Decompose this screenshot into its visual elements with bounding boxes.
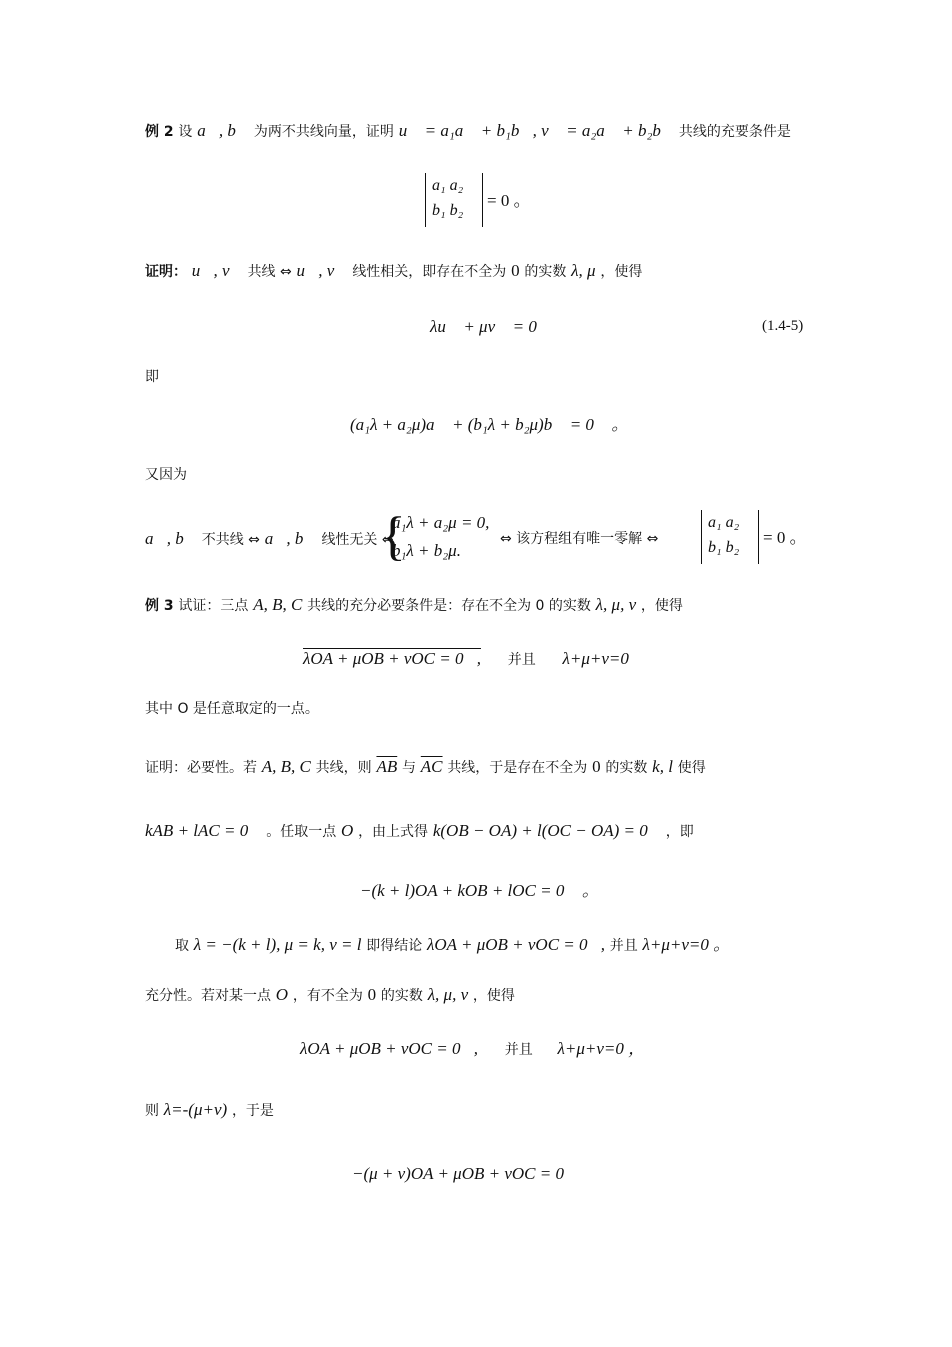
- text: 并且: [504, 1042, 533, 1058]
- text: ，使得: [640, 598, 683, 614]
- math: a⃗, b⃗: [197, 121, 250, 140]
- det-tail: = 0 。: [763, 528, 807, 547]
- det-row: b₁ b₂: [432, 202, 464, 219]
- text: 共线的充要条件是: [678, 124, 791, 140]
- math: O: [275, 985, 289, 1004]
- text: 的实数: [380, 988, 423, 1004]
- determinant-2: [701, 510, 759, 564]
- example2-label: 例 2: [145, 124, 174, 140]
- proof-label: 证明：: [145, 264, 187, 280]
- sufficiency-line: [145, 984, 515, 1007]
- text: 线性无关 ⇔: [321, 532, 394, 548]
- equation-3: −(k + l)OA + kOB + lOC = 0⃗ 。: [360, 881, 599, 900]
- math: kAB + lAC = 0⃗: [145, 821, 262, 840]
- math: k, l: [652, 757, 673, 776]
- equation-2: (a₁λ + a₂μ)a⃗ + (b₁λ + b₂μ)b⃗ = 0⃗ 。: [350, 415, 629, 434]
- system-row-1: a₁λ + a₂μ = 0,: [392, 513, 490, 532]
- proof2-chain: [145, 528, 394, 551]
- math: λ, μ, ν: [427, 985, 469, 1004]
- text: 并且: [609, 938, 638, 954]
- math: λ, μ: [571, 261, 596, 280]
- text: 并且: [507, 652, 536, 668]
- text: 即得结论: [366, 938, 423, 954]
- math: λOA + μOB + νOC = 0⃗,: [300, 1039, 478, 1058]
- system-row-2: b₁λ + b₂μ.: [392, 541, 461, 560]
- math: u⃗ = a₁a⃗ + b₁b⃗, v⃗ = a₂a⃗ + b₂b⃗: [398, 121, 675, 140]
- math: u⃗, v⃗: [191, 261, 243, 280]
- proof3-line1: [145, 756, 706, 779]
- det-row: b₁ b₂: [708, 539, 740, 556]
- equation-tag: (1.4-5): [762, 318, 804, 334]
- text: ，使得: [472, 988, 515, 1004]
- math: λ, μ, ν: [595, 595, 637, 614]
- math: u⃗, v⃗: [296, 261, 348, 280]
- math: 0: [511, 261, 520, 280]
- math: a⃗, b⃗: [145, 529, 197, 548]
- det-tail: = 0 。: [487, 191, 531, 210]
- text: 线性相关，即存在不全为: [352, 264, 507, 280]
- math: k(OB − OA) + l(OC − OA) = 0⃗: [432, 821, 661, 840]
- system-brace: {: [380, 506, 406, 566]
- math: 0: [367, 985, 377, 1004]
- text: 设: [178, 124, 193, 140]
- example3-label: 例 3: [145, 598, 174, 614]
- example3-note: 其中 O 是任意取定的一点。: [145, 701, 319, 717]
- final-equation: −(μ + ν)OA + μOB + νOC = 0⃗ ，: [352, 1164, 595, 1183]
- math: O: [341, 821, 354, 840]
- text: ，有不全为: [292, 988, 363, 1004]
- sufficiency-equation: [300, 1038, 645, 1061]
- math: λ = −(k + l), μ = k, ν = l: [193, 935, 362, 954]
- text: 共线，则: [315, 760, 372, 776]
- proof2-line1: [145, 260, 642, 283]
- det-row: a₁ a₂: [432, 177, 464, 194]
- text-ji: 即: [145, 369, 159, 385]
- math: $\overline{AB}$: [376, 757, 398, 776]
- text: 的实数: [605, 760, 648, 776]
- math: λ+μ+ν=0: [562, 649, 629, 668]
- text-youyin: 又因为: [145, 467, 187, 483]
- math: λ=-(μ+ν): [163, 1100, 228, 1119]
- text: 与: [402, 760, 417, 776]
- math: λ+μ+ν=0 ，: [557, 1039, 646, 1058]
- math: $\overline{AC}$: [420, 757, 443, 776]
- math: A, B, C: [261, 757, 311, 776]
- det-row: a₁ a₂: [708, 514, 740, 531]
- text: ，使得: [600, 264, 643, 280]
- example3-statement: [145, 594, 683, 617]
- math: λ+μ+ν=0 。: [642, 935, 731, 954]
- proof3-line2: [145, 820, 694, 843]
- text: 共线 ⇔: [247, 264, 292, 280]
- text: 共线，于是存在不全为: [447, 760, 588, 776]
- text: 试证：三点: [178, 598, 249, 614]
- equation-1-4-5: λu⃗ + μv⃗ = 0⃗ ，: [430, 317, 568, 336]
- text: 使得: [677, 760, 706, 776]
- text-unique-zero: ⇔ 该方程组有唯一零解 ⇔: [500, 531, 659, 547]
- math: a⃗, b⃗: [264, 529, 317, 548]
- math: λOA + μOB + νOC = 0⃗,: [303, 649, 481, 668]
- math: λOA + μOB + νOC = 0⃗,: [427, 935, 605, 954]
- text: 充分性。若对某一点: [145, 988, 271, 1004]
- text: ，于是: [231, 1103, 274, 1119]
- text: ，即: [665, 824, 694, 840]
- text: 共线的充分必要条件是：存在不全为 0 的实数: [307, 598, 591, 614]
- math: A, B, C: [253, 595, 303, 614]
- text: ，由上式得: [358, 824, 429, 840]
- math: 0: [592, 757, 601, 776]
- example3-equation: [303, 648, 629, 671]
- text: 取: [175, 938, 189, 954]
- then-line: [145, 1099, 274, 1122]
- text: 的实数: [524, 264, 567, 280]
- example2-statement: [145, 120, 791, 143]
- text: 。任取一点: [266, 824, 337, 840]
- text: 证明：必要性。若: [145, 760, 257, 776]
- text: 为两不共线向量，证明: [253, 124, 394, 140]
- text: 不共线 ⇔: [201, 532, 260, 548]
- proof3-conclusion: [175, 934, 730, 957]
- determinant-1: [425, 173, 483, 227]
- text: 则: [145, 1103, 159, 1119]
